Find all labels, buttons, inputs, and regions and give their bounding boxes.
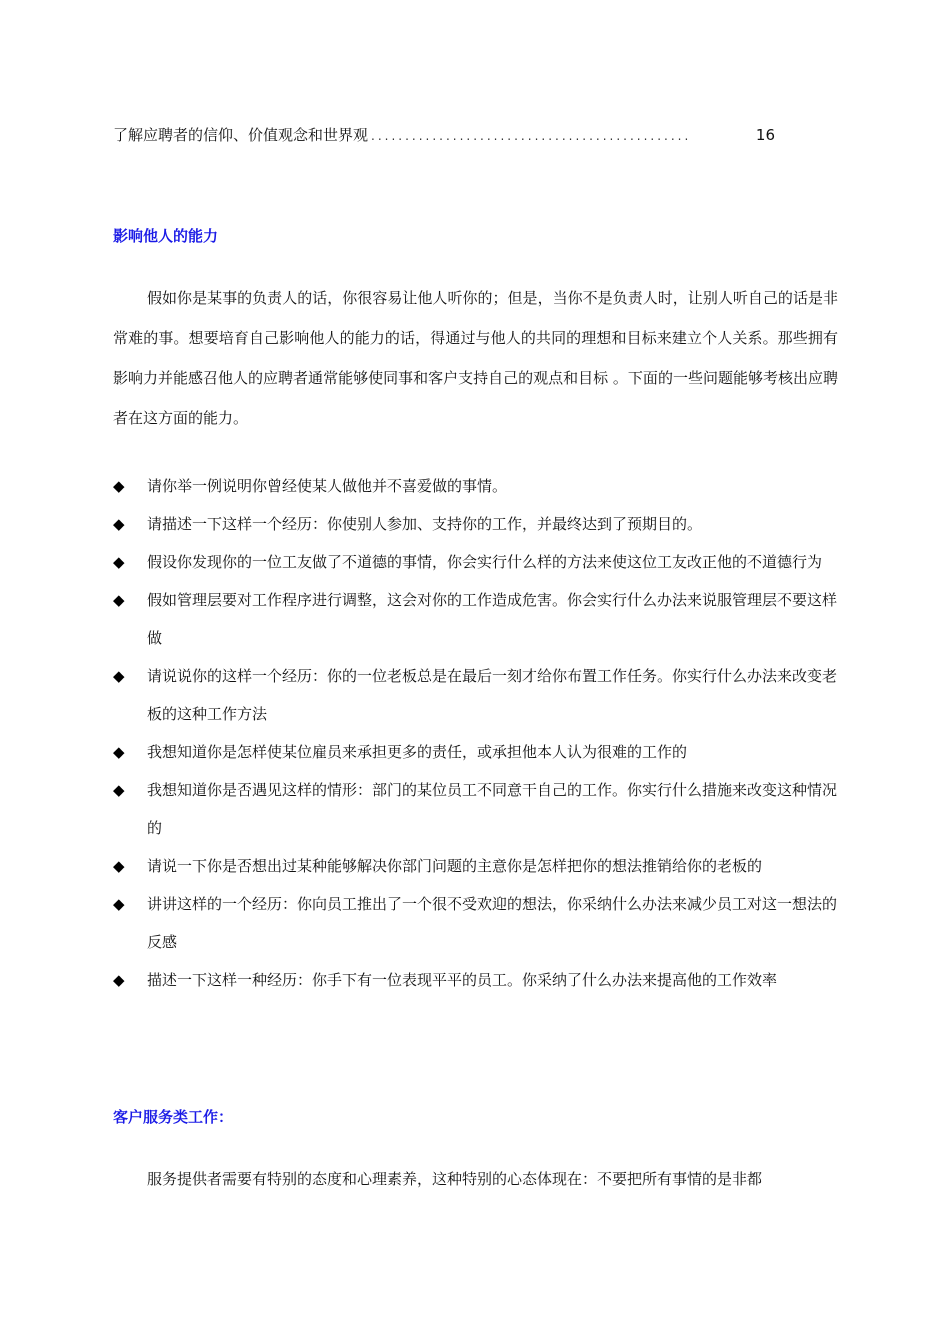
list-item-text: 请描述一下这样一个经历：你使别人参加、支持你的工作，并最终达到了预期目的。 [147, 515, 703, 533]
diamond-bullet-icon: ◆ [113, 477, 125, 495]
diamond-bullet-icon: ◆ [113, 971, 125, 989]
list-item-text: 假设你发现你的一位工友做了不道德的事情，你会实行什么样的方法来使这位工友改正他的不道德行为 [147, 553, 823, 571]
list-item [113, 733, 838, 771]
section-paragraph-customer-service: 服务提供者需要有特别的态度和心理素养，这种特别的心态体现在：不要把所有事情的是非都 [147, 1170, 763, 1188]
section-paragraph-influence: 假如你是某事的负责人的话，你很容易让他人听你的；但是，当你不是负责人时，让别人听自己的话是非常难的事。想要培育自己影响他人的能力的话，得通过与他人的共同的理想和目标来建立个人关系。那些拥有影响力并能感召他人的应聘者通常能够使同事和客户支持自己的观点和目标 。下面的一些问题能够考核出应聘者在这方面的能力。 [113, 289, 838, 427]
list-item [113, 771, 838, 847]
list-item [113, 847, 838, 885]
list-item [113, 581, 838, 657]
diamond-bullet-icon: ◆ [113, 515, 125, 533]
list-item-text: 请说说你的这样一个经历：你的一位老板总是在最后一刻才给你布置工作任务。你实行什么办法来改变老板的这种工作方法 [147, 667, 838, 723]
section-heading-customer-service: 客户服务类工作： [113, 1108, 234, 1126]
list-item-text: 假如管理层要对工作程序进行调整，这会对你的工作造成危害。你会实行什么办法来说服管理层不要这样做 [147, 591, 838, 647]
diamond-bullet-icon: ◆ [113, 781, 125, 799]
toc-entry[interactable] [113, 124, 775, 147]
diamond-bullet-icon: ◆ [113, 667, 125, 685]
list-item [113, 467, 838, 505]
list-item-text: 我想知道你是怎样使某位雇员来承担更多的责任，或承担他本人认为很难的工作的 [147, 743, 688, 761]
toc-page-number: 16 [755, 126, 775, 144]
section-heading-influence: 影响他人的能力 [113, 227, 219, 245]
diamond-bullet-icon: ◆ [113, 857, 125, 875]
list-item-text: 请你举一例说明你曾经使某人做他并不喜爱做的事情。 [147, 477, 508, 495]
list-item [113, 505, 838, 543]
diamond-bullet-icon: ◆ [113, 895, 125, 913]
diamond-bullet-icon: ◆ [113, 553, 125, 571]
diamond-bullet-icon: ◆ [113, 743, 125, 761]
list-item [113, 961, 838, 999]
list-item-text: 讲讲这样的一个经历：你向员工推出了一个很不受欢迎的想法，你采纳什么办法来减少员工对这一想法的反感 [147, 895, 838, 951]
list-item-text: 我想知道你是否遇见这样的情形：部门的某位员工不同意干自己的工作。你实行什么措施来改变这种情况的 [147, 781, 838, 837]
list-item-text: 描述一下这样一种经历：你手下有一位表现平平的员工。你采纳了什么办法来提高他的工作效率 [147, 971, 778, 989]
list-item [113, 885, 838, 961]
question-list [113, 467, 838, 999]
diamond-bullet-icon: ◆ [113, 591, 125, 609]
list-item [113, 657, 838, 733]
toc-entry-title: 了解应聘者的信仰、价值观念和世界观 [113, 126, 369, 144]
toc-leader-dots: ............................................... [371, 129, 692, 143]
list-item [113, 543, 838, 581]
list-item-text: 请说一下你是否想出过某种能够解决你部门问题的主意你是怎样把你的想法推销给你的老板的 [147, 857, 763, 875]
